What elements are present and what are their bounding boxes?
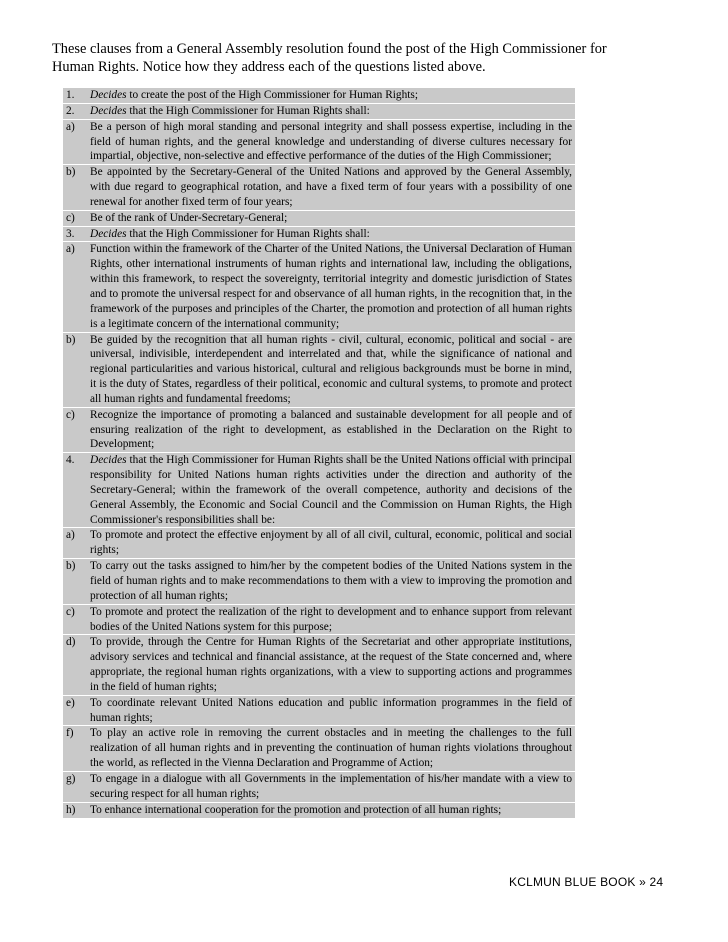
clause-body: To provide, through the Centre for Human Rights of the Secretariat and other appropriate institutions, advisory services and technical and financial assistance, at the request of the State concerned and, where appropriate, the regional human rights organizations, with a view to supporting actions and programmes in the field of human rights; <box>90 636 575 693</box>
clause-text <box>90 211 575 226</box>
operative-verb: Decides <box>90 227 127 240</box>
clause-body: Be appointed by the Secretary-General of the United Nations and approved by the General Assembly, with due regard to geographical rotation, and have a fixed term of four years with a possibility of one renewal for another fixed term of four years; <box>90 166 575 208</box>
clause-body: Function within the framework of the Charter of the United Nations, the Universal Declaration of Human Rights, other international instruments of human rights and international law, including the obligations, within this framework, to respect the sovereignty, territorial integrity and domestic jurisdiction of States and to promote the universal respect for and observance of all human rights, in the recognition that, in the framework of the purposes and principles of the Charter, the promotion and protection of all human rights is a legitimate concern of the international community; <box>90 243 575 330</box>
clause-row <box>63 605 575 636</box>
clause-number: 1. <box>66 89 75 101</box>
clause-number: e) <box>66 696 75 709</box>
intro-paragraph: These clauses from a General Assembly resolution found the post of the High Commissioner for Human Rights. Notice how they address each of the questions listed above. <box>52 41 607 75</box>
clause-number: c) <box>66 605 75 618</box>
clause-text <box>90 726 575 771</box>
clause-number: h) <box>66 803 76 816</box>
clause-body: Be of the rank of Under-Secretary-General; <box>90 211 288 224</box>
clause-body: that the High Commissioner for Human Rights shall be the United Nations official with principal responsibility for United Nations human rights activities under the direction and authority of the Secretary-General; within the framework of the overall competence, authority and decisions of the General Assembly, the Economic and Social Council and the Commission on Human Rights, the High Commissioner's responsibilities shall be: <box>90 454 575 526</box>
clause-body: To play an active role in removing the current obstacles and in meeting the challenges to the full realization of all human rights and in preventing the continuation of human rights violations throughout the world, as reflected in the Vienna Declaration and Programme of Action; <box>90 727 575 770</box>
clause-body: To enhance international cooperation for the promotion and protection of all human rights; <box>90 803 502 816</box>
clause-row <box>63 726 575 772</box>
clause-body: To promote and protect the realization of the right to development and to enhance support from relevant bodies of the United Nations system for this purpose; <box>90 605 575 633</box>
clause-body: that the High Commissioner for Human Rights shall: <box>126 104 370 117</box>
clause-body: that the High Commissioner for Human Rights shall: <box>126 227 370 240</box>
clause-text <box>90 803 575 818</box>
operative-verb: Decides <box>90 89 127 101</box>
clause-number: b) <box>66 560 76 573</box>
resolution-clause-list <box>63 88 575 819</box>
clause-row <box>63 88 575 104</box>
clause-number: c) <box>66 211 75 224</box>
clause-row <box>63 803 575 819</box>
clause-body: To carry out the tasks assigned to him/her by the competent bodies of the United Nations system in the field of human rights and to make recommendations to them with a view to improving the promotion and protection of all human rights; <box>90 560 575 602</box>
clause-text <box>90 120 575 165</box>
clause-row <box>63 772 575 803</box>
clause-text <box>90 635 575 694</box>
clause-text <box>90 453 575 527</box>
clause-number: b) <box>66 166 76 179</box>
clause-row <box>63 528 575 559</box>
clause-body: to create the post of the High Commissioner for Human Rights; <box>126 89 418 101</box>
clause-text <box>90 696 575 726</box>
clause-row <box>63 696 575 727</box>
clause-row <box>63 408 575 454</box>
clause-number: 3. <box>66 227 75 240</box>
clause-text <box>90 605 575 635</box>
clause-number: a) <box>66 243 75 256</box>
clause-row <box>63 453 575 528</box>
clause-text <box>90 408 575 453</box>
clause-row <box>63 559 575 605</box>
clause-number: a) <box>66 120 75 133</box>
clause-body: Be guided by the recognition that all human rights - civil, cultural, economic, political and social - are universal, indivisible, interdependent and interrelated and that, while the significance of national and regional particularities and various historical, cultural and religious backgrounds must be borne in mind, it is the duty of States, regardless of their political, economic and cultural systems, to promote and protect all human rights and fundamental freedoms; <box>90 333 575 405</box>
clause-number: c) <box>66 408 75 421</box>
clause-text <box>90 333 575 407</box>
clause-number: b) <box>66 333 76 346</box>
clause-number: g) <box>66 772 76 785</box>
clause-text <box>90 165 575 210</box>
clause-number: f) <box>66 727 74 740</box>
clause-row <box>63 227 575 243</box>
clause-text <box>90 528 575 558</box>
clause-number: d) <box>66 636 76 649</box>
clause-row <box>63 104 575 120</box>
operative-verb: Decides <box>90 454 127 467</box>
clause-number: a) <box>66 529 75 542</box>
clause-number: 4. <box>66 454 75 467</box>
clause-body: To coordinate relevant United Nations education and public information programmes in the field of human rights; <box>90 696 575 724</box>
clause-text <box>90 772 575 802</box>
clause-row <box>63 211 575 227</box>
clause-text <box>90 227 575 242</box>
page-footer: KCLMUN BLUE BOOK » 24 <box>509 875 664 889</box>
clause-body: Recognize the importance of promoting a balanced and sustainable development for all people and of ensuring realization of the right to development, as established in the Declaration on the Right to Development; <box>90 408 575 451</box>
clause-body: Be a person of high moral standing and personal integrity and shall possess expertise, including in the field of human rights, and the general knowledge and understanding of diverse cultures necessary for impartial, objective, non-selective and effective performance of the duties of the High Commissioner; <box>90 120 575 163</box>
clause-row <box>63 242 575 332</box>
clause-text <box>90 104 575 119</box>
clause-row <box>63 165 575 211</box>
clause-row <box>63 635 575 695</box>
clause-row <box>63 333 575 408</box>
clause-row <box>63 120 575 166</box>
clause-text <box>90 88 575 103</box>
clause-text <box>90 559 575 604</box>
clause-text <box>90 242 575 331</box>
clause-number: 2. <box>66 104 75 117</box>
clause-body: To engage in a dialogue with all Governments in the implementation of his/her mandate with a view to securing respect for all human rights; <box>90 772 575 800</box>
clause-body: To promote and protect the effective enjoyment by all of all civil, cultural, economic, political and social rights; <box>90 529 575 557</box>
operative-verb: Decides <box>90 104 127 117</box>
